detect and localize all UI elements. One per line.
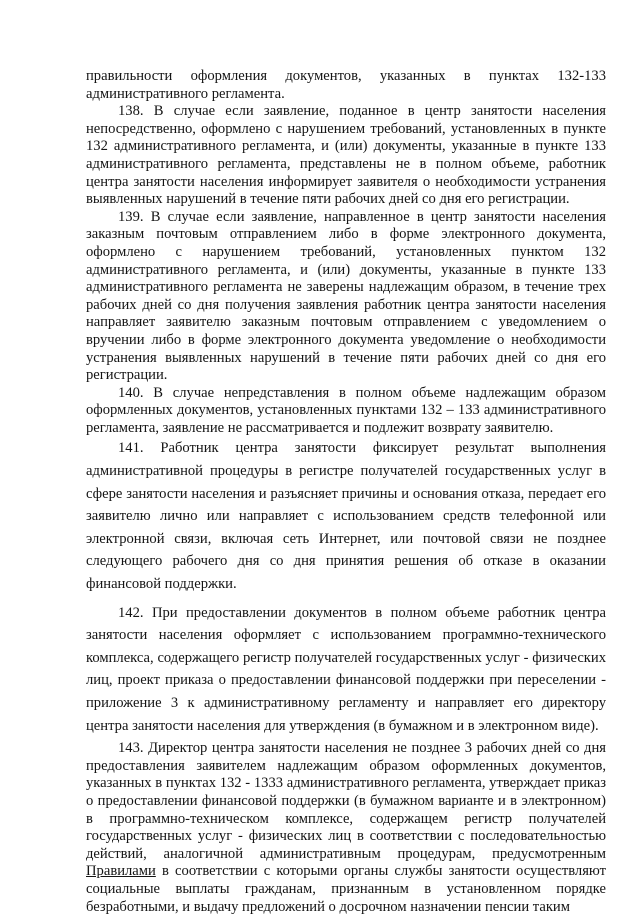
paragraph-143-text-b: в соответствии с которыми органы службы занятости осуществляют социальные выплаты гражданам, признанным в установленном порядке безработными, и выдачу предложений о досрочном назначении пенсии таким xyxy=(86,863,606,915)
document-page xyxy=(86,68,606,916)
paragraph-142: 142. При предоставлении документов в полном объеме работник центра занятости населения оформляет с использованием программно-технического комплекса, содержащего регистр получателей государственных услуг - физических лиц, проект приказа о предоставлении финансовой поддержки при переселении - приложение 3 к административному регламенту и направляет его директору центра занятости населения для утверждения (в бумажном и в электронном виде). xyxy=(86,604,606,734)
paragraph-139: 139. В случае если заявление, направленное в центр занятости населения заказным почтовым отправлением либо в форме электронного документа, оформлено с нарушением требований, установленных пунктом 132 административного регламента, и (или) документы, указанные в пункте 133 административного регламента не заверены надлежащим образом, в течение трех рабочих дней со дня получения заявления работник центра занятости населения направляет заявителю заказным почтовым отправлением с уведомлением о вручении либо в форме электронного документа уведомление о необходимости устранения выявленных нарушений в течение пяти рабочих дней со дня его регистрации. xyxy=(86,208,606,384)
paragraph-continuation: правильности оформления документов, указанных в пунктах 132-133 административного регламента. xyxy=(86,68,606,102)
paragraph-138: 138. В случае если заявление, поданное в центр занятости населения непосредственно, оформлено с нарушением требований, установленных в пункте 132 административного регламента, и (или) документы, указанные в пункте 133 административного регламента, представлены не в полном объеме, работник центра занятости населения информирует заявителя о необходимости устранения выявленных нарушений в течение пяти рабочих дней со дня его регистрации. xyxy=(86,103,606,208)
paragraph-143-text-a: 143. Директор центра занятости населения не позднее 3 рабочих дней со дня предоставления заявителем надлежащим образом оформленных документов, указанных в пунктах 132 - 1333 административного регламента, утверждает приказ о предоставлении финансовой поддержки (в бумажном варианте и в электронном) в программно-техническом комплексе, содержащем регистр получателей государственных услуг - физических лиц в соответствии с последовательностью действий, аналогичной административным процедурам, предусмотренным xyxy=(86,740,606,862)
paragraph-143 xyxy=(86,740,606,916)
paragraph-140: 140. В случае непредставления в полном объеме надлежащим образом оформленных документов, установленных пунктами 132 – 133 административного регламента, заявление не рассматривается и подлежит возврату заявителю. xyxy=(86,384,606,436)
rules-link[interactable]: Правилами xyxy=(86,863,156,880)
paragraph-141: 141. Работник центра занятости фиксирует результат выполнения административной процедуры в регистре получателей государственных услуг в сфере занятости населения и разъясняет причины и основания отказа, передает его заявителю лично или направляет с использованием средств телефонной или электронной связи, включая сеть Интернет, или почтовой связи не позднее следующего рабочего дня со дня принятия решения об отказе в оказании финансовой поддержки. xyxy=(86,440,606,593)
